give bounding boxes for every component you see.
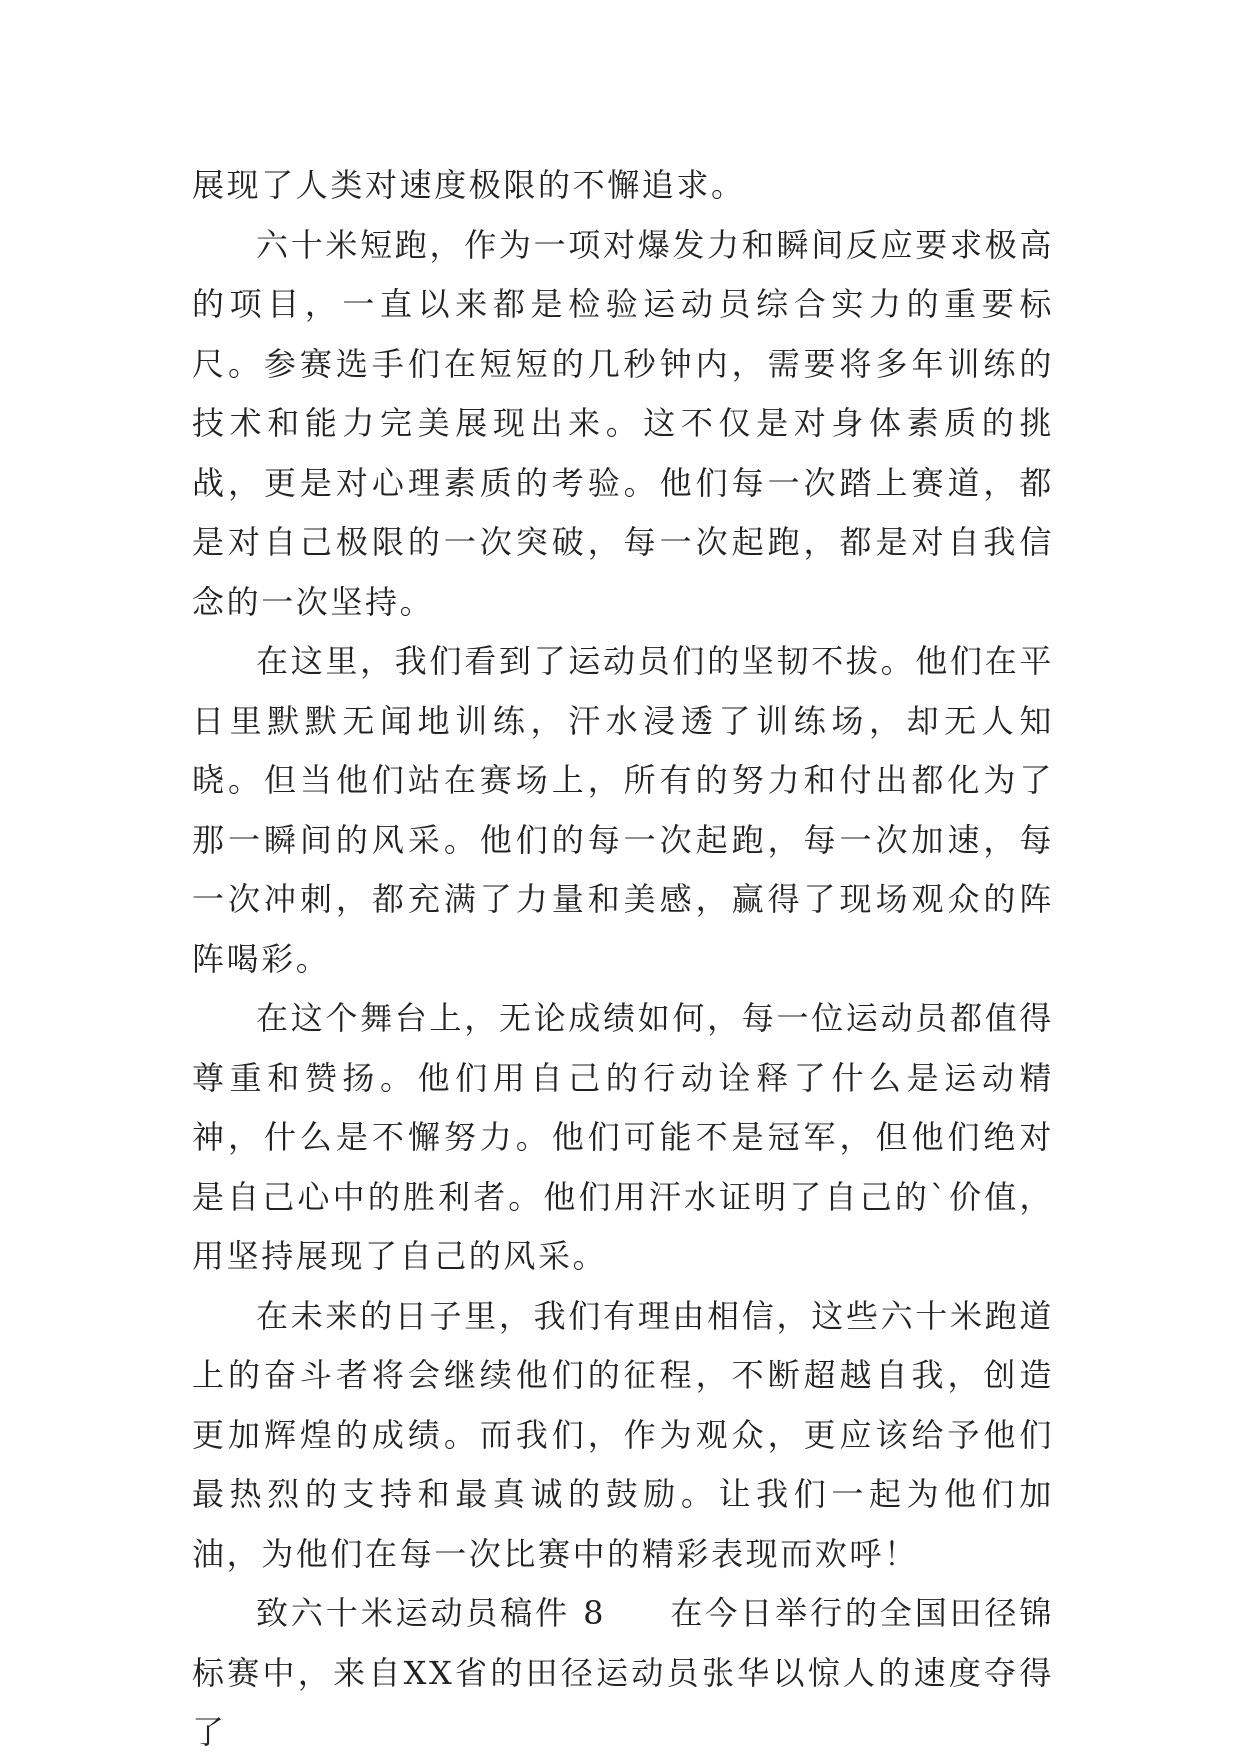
paragraph-respect: 在这个舞台上，无论成绩如何，每一位运动员都值得尊重和赞扬。他们用自己的行动诠释了什么是运动精神，什么是不懈努力。他们可能不是冠军，但他们绝对是自己心中的胜利者。他们用汗水证明了自己的`价值，用坚持展现了自己的风采。 [192,999,1054,1275]
article-body [192,156,1054,1763]
article-heading: 致六十米运动员稿件 8 [256,1594,607,1632]
paragraph-continuation: 展现了人类对速度极限的不懈追求。 [192,166,746,204]
paragraph-next-article [192,1584,1054,1763]
paragraph-sprint-intro: 六十米短跑，作为一项对爆发力和瞬间反应要求极高的项目，一直以来都是检验运动员综合实力的重要标尺。参赛选手们在短短的几秒钟内，需要将多年训练的技术和能力完美展现出来。这不仅是对身体素质的挑战，更是对心理素质的考验。他们每一次踏上赛道，都是对自己极限的一次突破，每一次起跑，都是对自我信念的一次坚持。 [192,225,1054,621]
article-lead: 在今日举行的全国田径锦标赛中，来自XX省的田径运动员张华以惊人的速度夺得了 [192,1594,1054,1751]
paragraph-future: 在未来的日子里，我们有理由相信，这些六十米跑道上的奋斗者将会继续他们的征程，不断超越自我，创造更加辉煌的成绩。而我们，作为观众，更应该给予他们最热烈的支持和最真诚的鼓励。让我们一起为他们加油，为他们在每一次比赛中的精彩表现而欢呼！ [192,1296,1054,1573]
paragraph-perseverance: 在这里，我们看到了运动员们的坚韧不拔。他们在平日里默默无闻地训练，汗水浸透了训练场，却无人知晓。但当他们站在赛场上，所有的努力和付出都化为了那一瞬间的风采。他们的每一次起跑，每一次加速，每一次冲刺，都充满了力量和美感，赢得了现场观众的阵阵喝彩。 [192,642,1054,978]
